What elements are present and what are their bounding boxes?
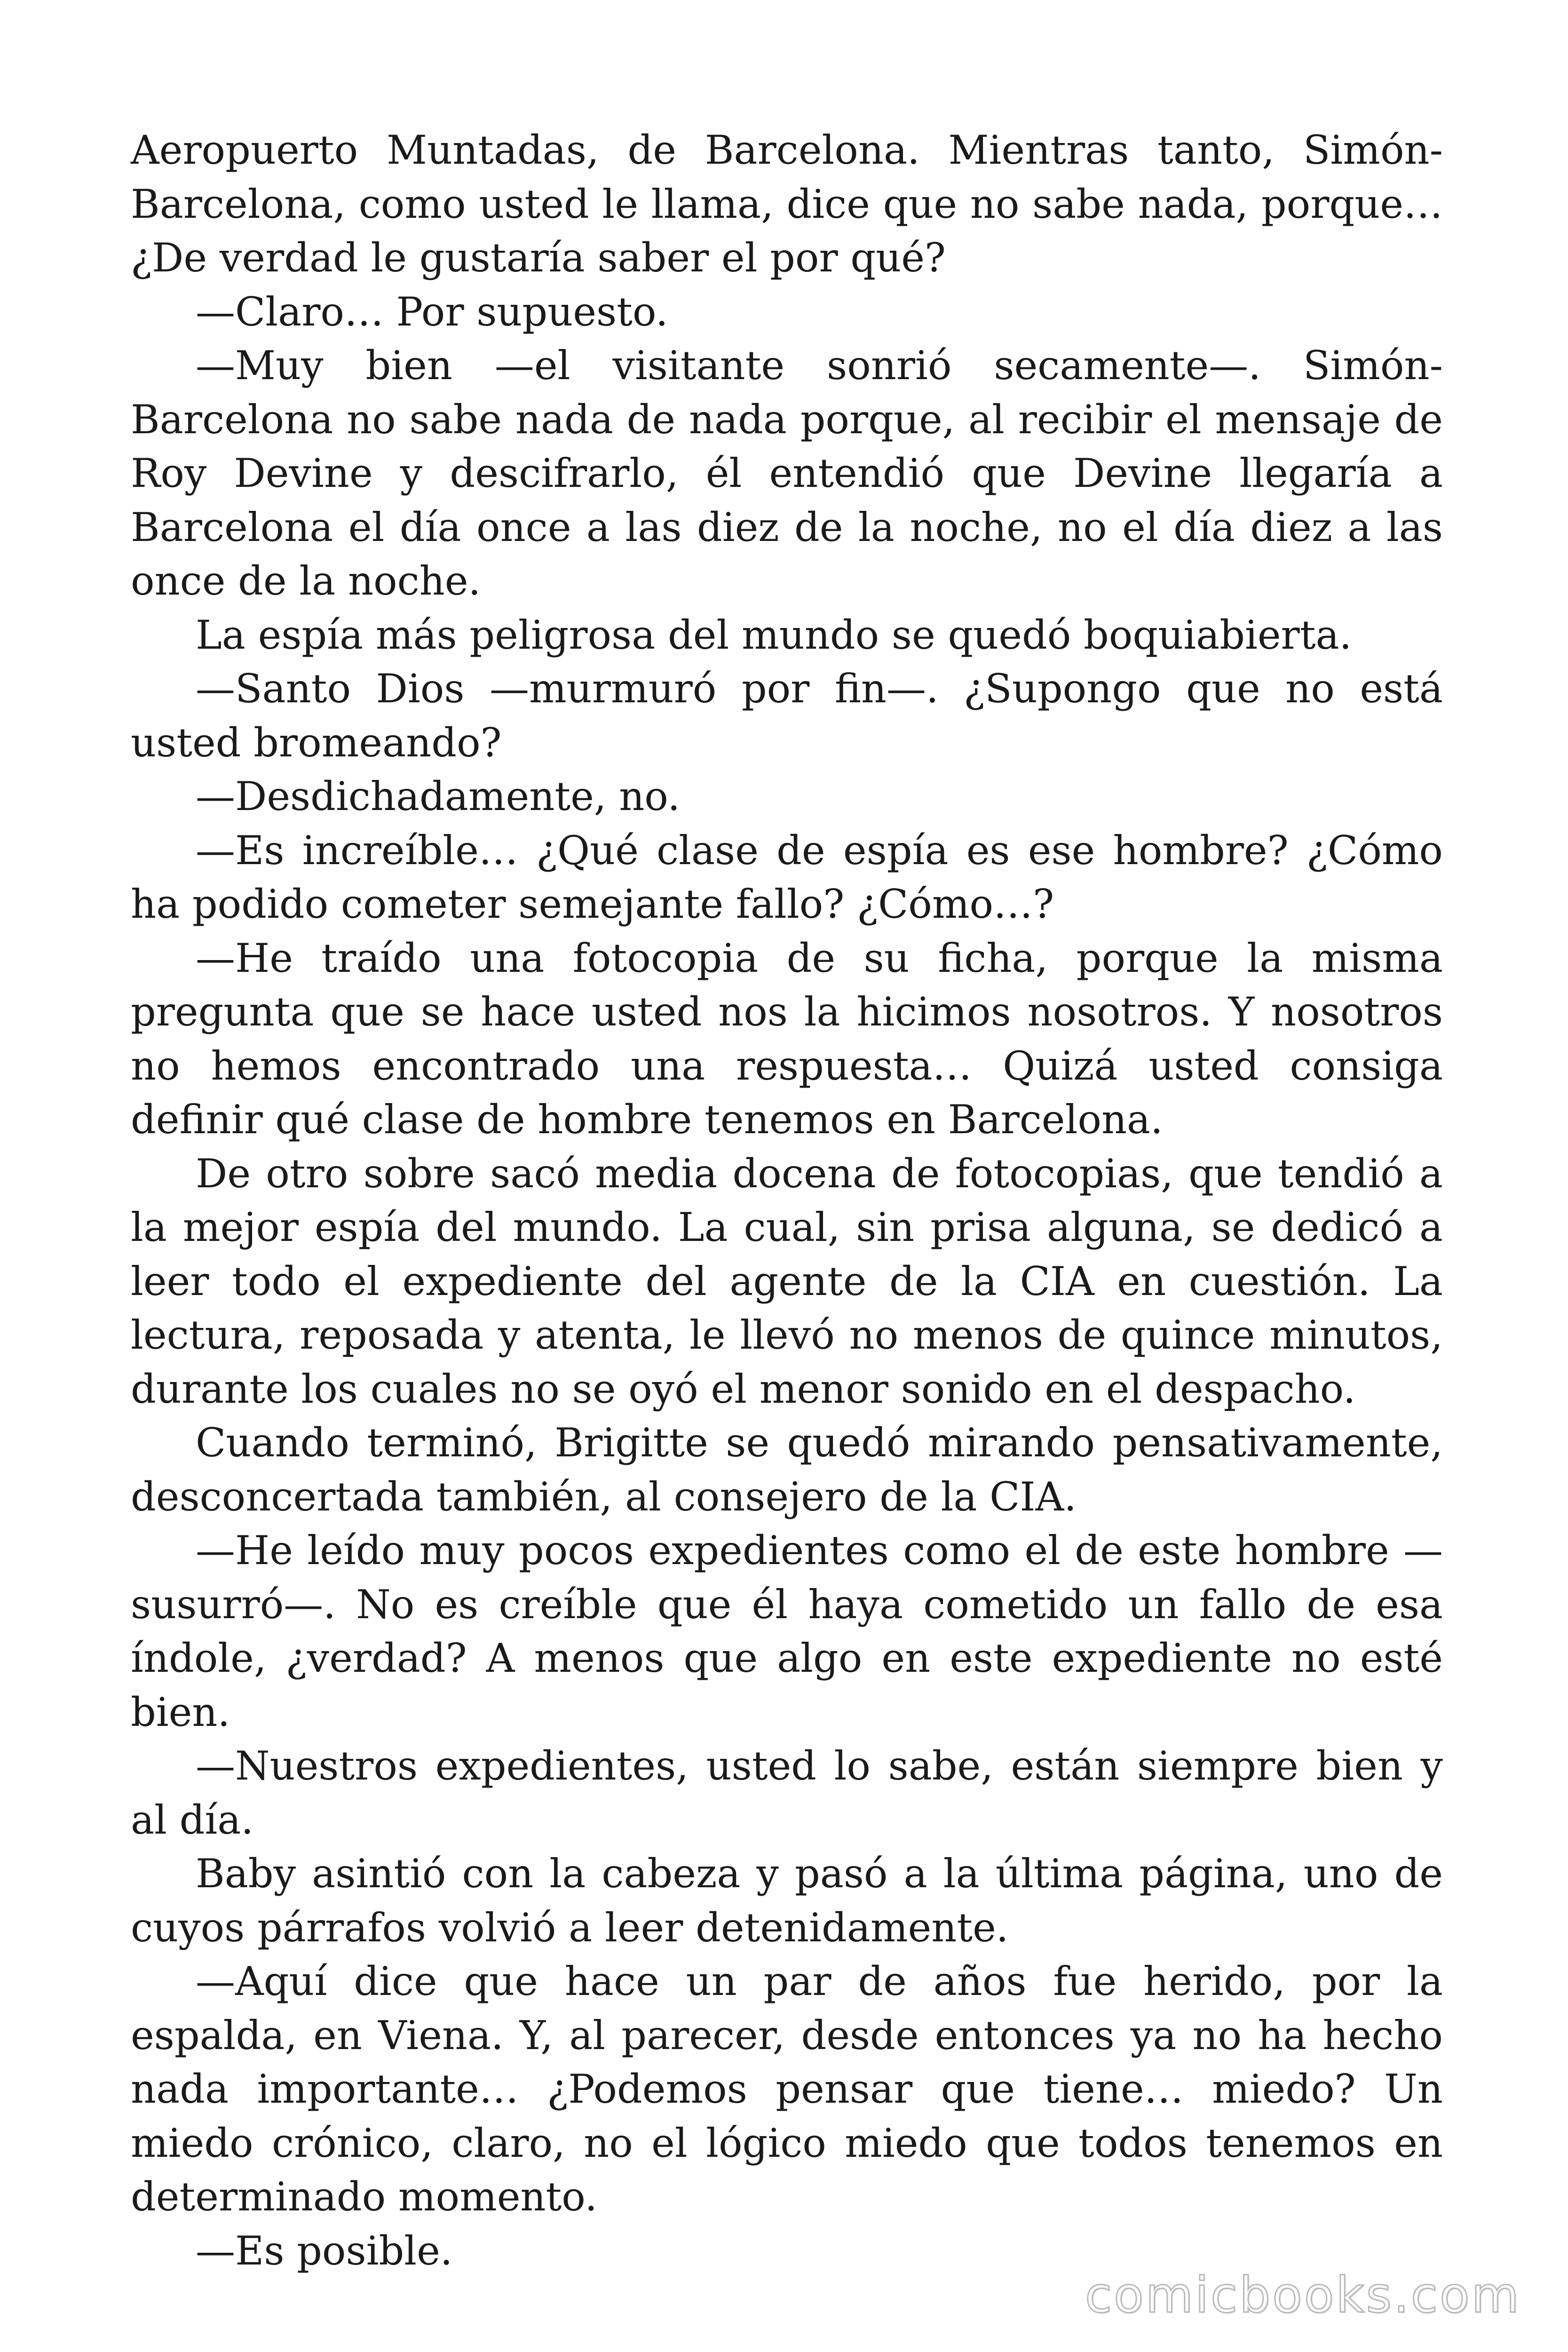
- paragraph: —Es increíble… ¿Qué clase de espía es ese hombre? ¿Cómo ha podido cometer semejante fallo? ¿Cómo…?: [131, 827, 1443, 927]
- paragraph: —He leído muy pocos expedientes como el de este hombre —susurró—. No es creíble que él haya cometido un fallo de esa índole, ¿verdad? A menos que algo en este expediente no esté bien.: [131, 1527, 1443, 1735]
- paragraph: La espía más peligrosa del mundo se quedó boquiabierta.: [196, 612, 1352, 658]
- paragraph: —Santo Dios —murmuró por fin—. ¿Supongo que no está usted bromeando?: [131, 666, 1443, 766]
- paragraph: Cuando terminó, Brigitte se quedó mirando pensativamente, desconcertada también, al consejero de la CIA.: [131, 1420, 1443, 1520]
- watermark: comicbooks.com: [1085, 2266, 1521, 2324]
- paragraph: —Claro… Por supuesto.: [196, 288, 668, 335]
- paragraph: —He traído una fotocopia de su ficha, porque la misma pregunta que se hace usted nos la hicimos nosotros. Y nosotros no hemos encontrado una respuesta… Quizá usted consiga definir qué clase de hombre tenemos en Barcelona.: [131, 935, 1443, 1143]
- paragraph: —Es posible.: [196, 2227, 453, 2274]
- paragraph: —Aquí dice que hace un par de años fue herido, por la espalda, en Viena. Y, al parecer, desde entonces ya no ha hecho nada importante… ¿Podemos pensar que tiene… miedo? Un miedo crónico, claro, no el lógico miedo que todos tenemos en determinado momento.: [131, 1958, 1443, 2220]
- paragraph: —Muy bien —el visitante sonrió secamente—. Simón-Barcelona no sabe nada de nada porque, al recibir el mensaje de Roy Devine y descifrarlo, él entendió que Devine llegaría a Barcelona el día once a las diez de la noche, no el día diez a las once de la noche.: [131, 342, 1443, 604]
- paragraph: De otro sobre sacó media docena de fotocopias, que tendió a la mejor espía del mundo. La cual, sin prisa alguna, se dedicó a leer todo el expediente del agente de la CIA en cuestión. La lectura, reposada y atenta, le llevó no menos de quince minutos, durante los cuales no se oyó el menor sonido en el despacho.: [131, 1150, 1443, 1412]
- body-text: [131, 123, 1443, 2278]
- paragraph: Baby asintió con la cabeza y pasó a la última página, uno de cuyos párrafos volvió a leer detenidamente.: [131, 1851, 1443, 1951]
- paragraph: Aeropuerto Muntadas, de Barcelona. Mientras tanto, Simón-Barcelona, como usted le llama, dice que no sabe nada, porque… ¿De verdad le gustaría saber el por qué?: [131, 127, 1443, 281]
- paragraph: —Desdichadamente, no.: [196, 773, 681, 819]
- paragraph: —Nuestros expedientes, usted lo sabe, están siempre bien y al día.: [131, 1743, 1443, 1843]
